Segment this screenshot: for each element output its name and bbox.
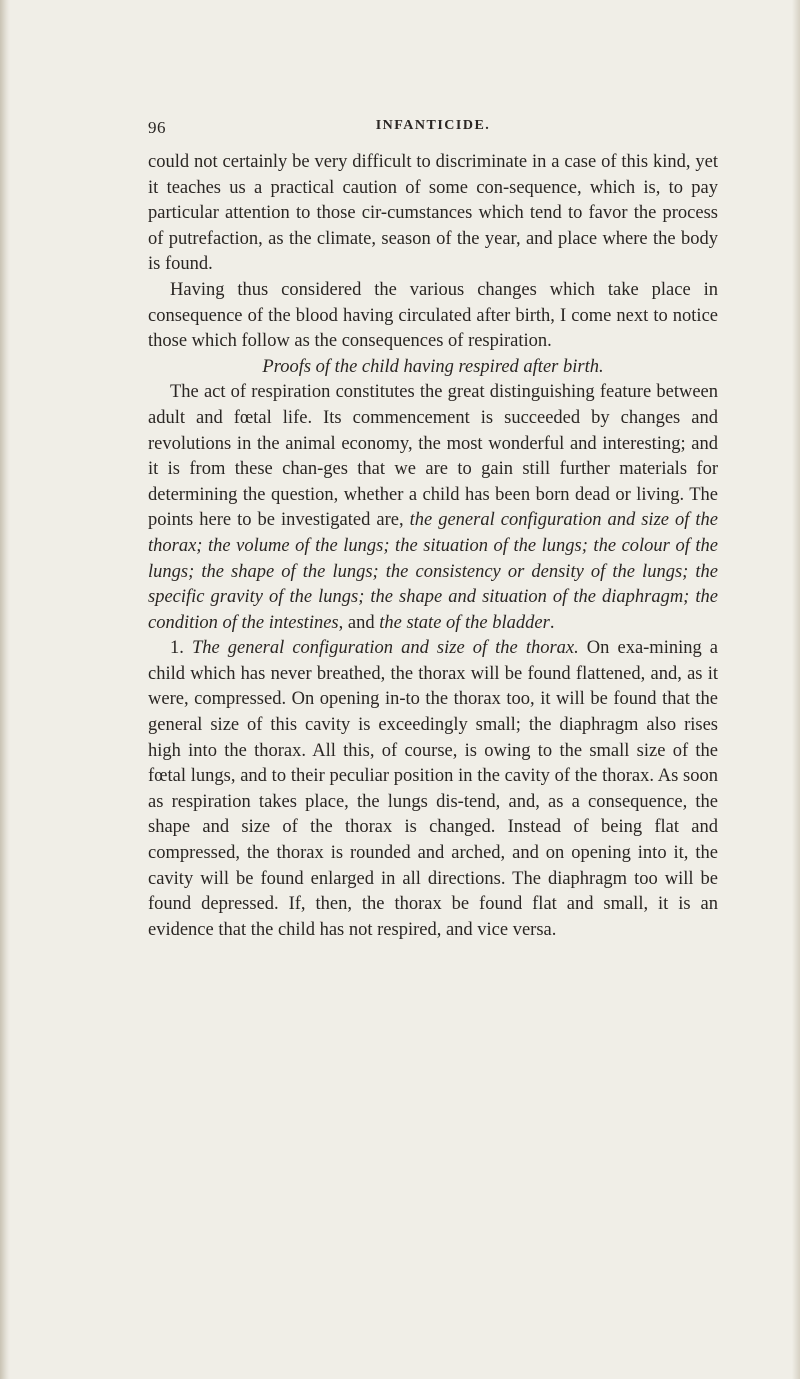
- subsection-title: The general configuration and size of the thorax.: [191, 638, 579, 659]
- paragraph-configuration-body: On exa-mining a child which has never breathed, the thorax will be found flattened, and, as it were, compressed. On opening in-to the thorax too, it will be found that the general size of this cavity is exceedingly small; the diaphragm also rises high into the thorax. All this, of course, is owing to the small size of the fœtal lungs, and to their peculiar position in the cavity of the thorax. As soon as respiration takes place, the lungs dis-tend, and, as a consequence, the shape and size of the thorax is changed. Instead of being flat and compressed, the thorax is rounded and arched, and on opening into it, the cavity will be found enlarged in all directions. The diaphragm too will be found depressed. If, then, the thorax be found flat and small, it is an evidence that the child has not respired, and vice versa.: [148, 638, 718, 940]
- page-number: 96: [148, 118, 166, 137]
- page-header: [148, 118, 718, 138]
- paragraph-respiration-intro: The act of respiration constitutes the great distinguishing feature between adult and fœtal life. Its commencement is succeeded by changes and revolutions in the animal economy, the most wonderful and interesting; and it is from these chan-ges that we are to gain still further materials for determining the question, whether a child has been born dead or living. The points here to be investigated are,: [148, 382, 718, 531]
- points-list-and: , and: [338, 612, 380, 633]
- page-edge-shadow-left: [0, 0, 10, 1379]
- section-number: 1.: [170, 638, 192, 659]
- points-list-last-italic: the state of the bladder: [379, 612, 550, 633]
- paragraph-respiration: [148, 380, 718, 636]
- paragraph-continuation: could not certainly be very difficult to discriminate in a case of this kind, yet it teaches us a practical caution of some con-sequence, which is, to pay particular attention to those cir-cumstances which tend to favor the process of putrefaction, as the climate, season of the year, and place where the body is found.: [148, 152, 718, 275]
- paragraph-transition: Having thus considered the various changes which take place in consequence of the blood having circulated after birth, I come next to notice those which follow as the consequences of respiration.: [148, 279, 718, 352]
- points-list-end: .: [549, 612, 555, 633]
- section-heading: Proofs of the child having respired after birth.: [262, 356, 604, 377]
- running-head: INFANTICIDE.: [375, 118, 491, 133]
- page-edge-shadow-right: [792, 0, 800, 1379]
- body-text: [148, 150, 718, 943]
- paragraph-configuration: [148, 636, 718, 943]
- points-list-italic: the general configuration and size of the thorax; the volume of the lungs; the situation of the lungs; the colour of the lungs; the shape of the lungs; the consistency or density of the lungs; the specific gravity of the lungs; the shape and situation of the diaphragm; the condition of the intestines: [148, 510, 718, 633]
